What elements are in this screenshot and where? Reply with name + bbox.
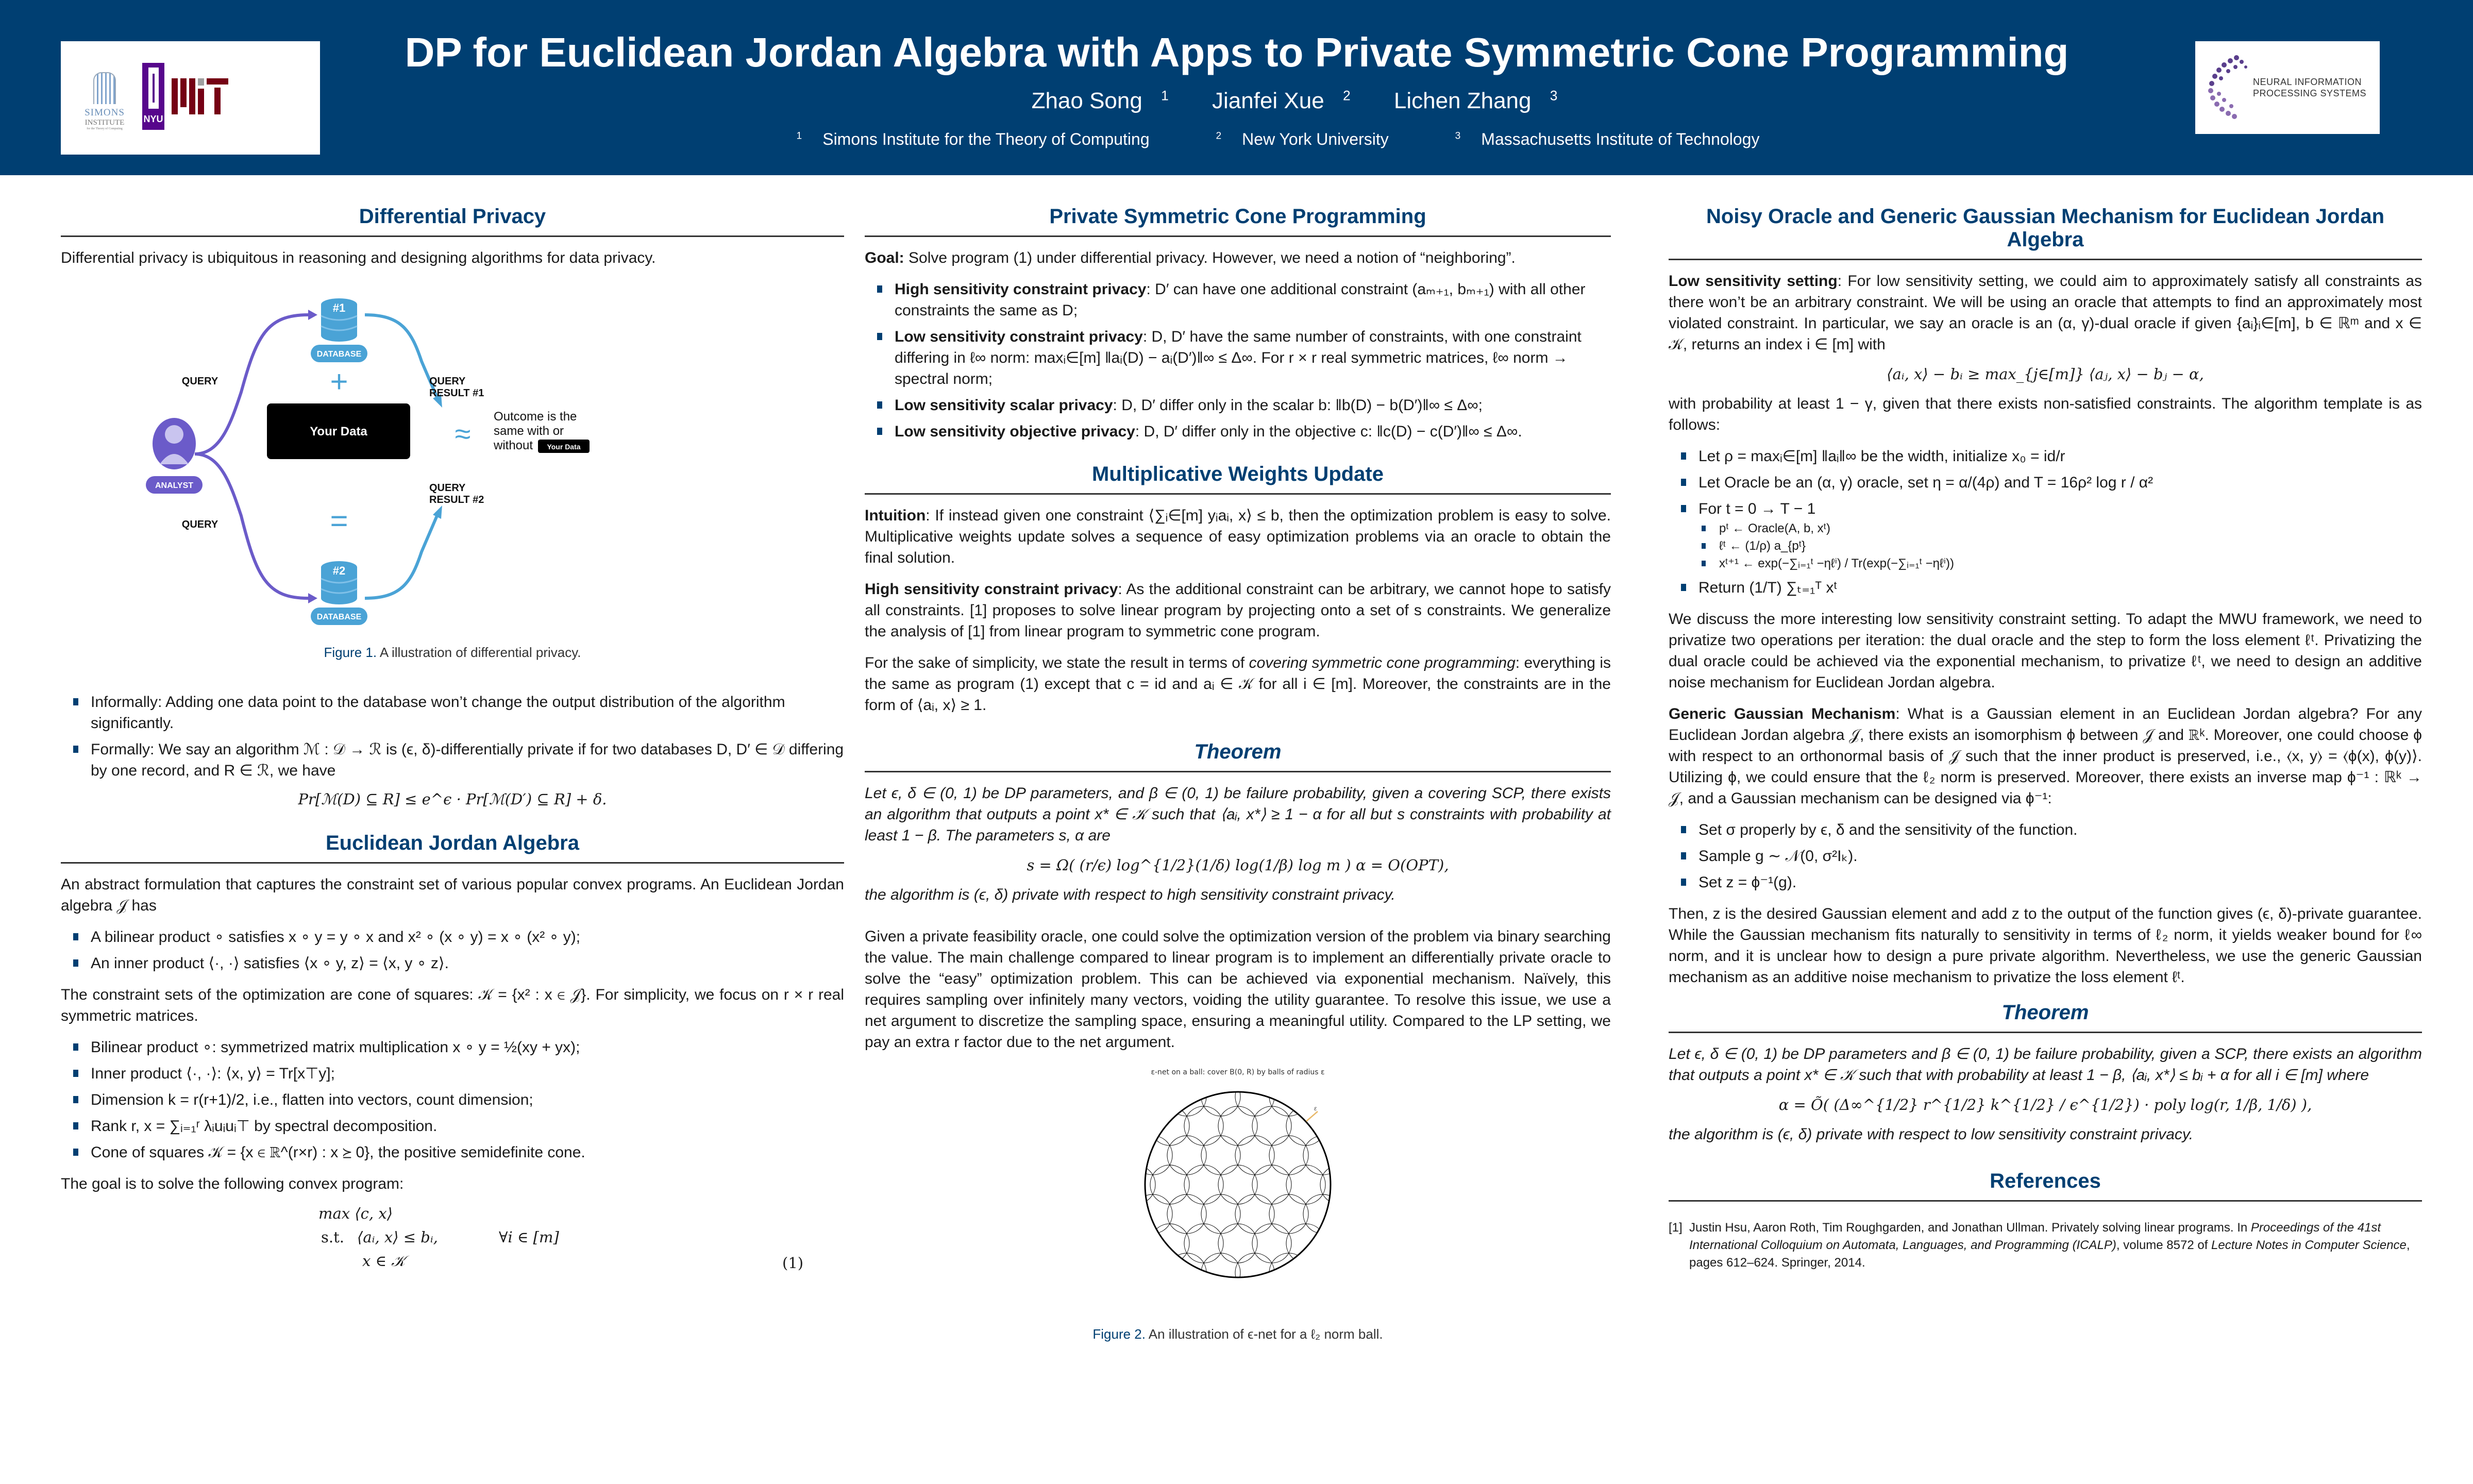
oracle-probability: with probability at least 1 − γ, given that there exists non-satisfied constraints. The algorithm template is as follows: — [1669, 395, 2422, 433]
list-item: Informally: Adding one data point to the database won’t change the output distribution of the algorithm significantly. — [91, 692, 844, 734]
list-item: Return (1/T) ∑ₜ₌₁ᵀ xᵗ — [1698, 577, 2422, 598]
simons-line2: INSTITUTE — [85, 119, 125, 127]
net-ball — [1184, 1165, 1223, 1204]
then-paragraph: Then, z is the desired Gaussian element and add z to the output of the function gives (ϵ, δ)-private guarantee. While the Gaussian mechanism fits naturally to sensitivity in terms of ℓ₂ norm, it yields weaker bound for ℓ∞ norm, and it is unclear how to design a pure private algorithm. Nevertheless, we use the generic Gaussian mechanism as an additive noise mechanism to privatize the loss element ℓᵗ. — [1669, 905, 2422, 986]
db2-label: #2 — [332, 564, 346, 577]
list-item: An inner product ⟨·, ·⟩ satisfies ⟨x ∘ y, z⟩ = ⟨x, y ∘ z⟩. — [91, 953, 844, 974]
db1-label: #1 — [332, 301, 346, 314]
list-item: A bilinear product ∘ satisfies x ∘ y = y ∘ x and x² ∘ (x ∘ y) = x ∘ (x² ∘ y); — [91, 926, 844, 948]
nyu-logo — [142, 63, 164, 130]
result-arrow-top — [365, 315, 437, 397]
dp-illustration-figure — [133, 289, 772, 639]
net-ball — [1167, 1253, 1206, 1292]
net-ball — [1201, 1136, 1240, 1175]
plus-sign: + — [330, 364, 348, 399]
arrow-head — [308, 593, 317, 603]
section-heading: Theorem — [1669, 998, 2422, 1033]
list-item: pᵗ ← Oracle(A, b, xᵗ) — [1719, 520, 2422, 537]
theorem-statement: Let ϵ, δ ∈ (0, 1) be DP parameters, and β ∈ (0, 1) be failure probability, given a covering SCP, there exists an algorithm that outputs a point x* ∈ 𝒦 such that ⟨aᵢ, x*⟩ ≥ 1 − α for all but s constraints with probability at least 1 − β. The parameters s, α are — [865, 785, 1611, 844]
author: Zhao Song $^1$ — [1031, 88, 1169, 113]
section-theorem-low — [1669, 998, 2422, 1145]
net-ball — [1184, 1224, 1223, 1263]
mwu-high-sensitivity: High sensitivity constraint privacy: As the additional constraint can be arbitrary, we cannot hope to satisfy all constraints. [1] proposes to solve linear program by projecting onto a set of s constraints. We generalize the analysis of [1] from linear program to symmetric cone program. — [865, 581, 1611, 640]
section-heading: Multiplicative Weights Update — [865, 448, 1611, 495]
program-st: s.t. — [321, 1228, 344, 1246]
author-list — [825, 88, 1752, 114]
net-ball — [1130, 1165, 1155, 1204]
net-ball — [1303, 1136, 1342, 1175]
nyu-text: NYU — [143, 114, 163, 124]
section-heading: Euclidean Jordan Algebra — [61, 817, 844, 864]
figure-1-caption: Figure 1. A illustration of differential privacy. — [324, 645, 581, 660]
list-item: Bilinear product ∘: symmetrized matrix multiplication x ∘ y = ½(xy + yx); — [91, 1037, 844, 1058]
section-theorem-high — [865, 726, 1611, 905]
neighboring-notions — [865, 279, 1611, 442]
affiliation: $^2$ New York University — [1216, 130, 1389, 148]
epsilon-net-figure — [1073, 1068, 1403, 1342]
simons-line3: for the Theory of Computing — [87, 127, 123, 130]
neurips-logo — [2195, 41, 2380, 134]
net-ball — [1167, 1194, 1206, 1234]
poster-title: DP for Euclidean Jordan Algebra with Apps to Private Symmetric Cone Programming — [405, 29, 2069, 75]
list-item: For t = 0 → T − 1 pᵗ ← Oracle(A, b, xᵗ) ℓᵗ ← (1/ρ) a_{pᵗ} xᵗ⁺¹ ← exp(−∑ᵢ₌₁ᵗ −ηℓⁱ) / Tr(exp(−∑ᵢ₌₁ᵗ −ηℓⁱ)) — [1698, 498, 2422, 572]
oracle-equation: ⟨aᵢ, x⟩ − bᵢ ≥ max_{j∈[m]} ⟨aⱼ, x⟩ − bⱼ − α, — [1887, 365, 2204, 383]
dp-intro: Differential privacy is ubiquitous in reasoning and designing algorithms for data privacy. — [61, 249, 656, 266]
eja-properties — [61, 926, 844, 974]
net-ball — [1269, 1194, 1308, 1234]
net-ball — [1235, 1194, 1274, 1234]
list-item: Let Oracle be an (α, γ) oracle, set η = α/(4ρ) and T = 16ρ² log r / α² — [1698, 472, 2422, 493]
section-differential-privacy — [61, 191, 844, 808]
column-middle — [865, 191, 1611, 1358]
convex-program — [61, 1205, 844, 1292]
your-data-badge-text: Your Data — [547, 443, 581, 451]
net-ball — [1133, 1136, 1172, 1175]
equals-sign: = — [330, 503, 348, 538]
your-data-label: Your Data — [310, 425, 367, 439]
low-sensitivity-setting: Low sensitivity setting: For low sensitivity setting, we could aim to approximately satisfy all constraints as there won’t be an arbitrary constraint. We will be using an oracle that attempts to find an approximately most violated constraint. In particular, we say an oracle is an (α, γ)-dual oracle if given {aᵢ}ᵢ∈[m], b ∈ ℝᵐ and x ∈ 𝒦, returns an index i ∈ [m] with — [1669, 273, 2422, 353]
analyst-avatar-icon — [153, 418, 196, 469]
figure-2-title: ε-net on a ball: cover B(0, R) by balls of radius ε — [1151, 1068, 1325, 1076]
pscp-goal: Goal: Solve program (1) under differential privacy. However, we need a notion of “neighboring”. — [865, 249, 1516, 266]
section-mwu — [865, 448, 1611, 716]
torch-icon — [148, 68, 159, 109]
net-ball — [1252, 1106, 1291, 1145]
net-ball — [1218, 1106, 1257, 1145]
affiliation-list — [618, 130, 1958, 149]
section-heading: Noisy Oracle and Generic Gaussian Mechanism for Euclidean Jordan Algebra — [1669, 191, 2422, 260]
outer-ball — [1145, 1092, 1331, 1277]
result1-label: QUERY — [429, 376, 466, 387]
eja-matrix-items — [61, 1037, 844, 1163]
list-item: ℓᵗ ← (1/ρ) a_{pᵗ} — [1719, 538, 2422, 554]
net-ball — [1184, 1106, 1223, 1145]
section-heading: Theorem — [865, 726, 1611, 772]
section-heading: References — [1669, 1155, 2422, 1202]
net-ball — [1252, 1165, 1291, 1204]
algorithm-template — [1669, 446, 2422, 598]
program-cone: x ∈ 𝒦 — [362, 1252, 406, 1270]
theorem-equation: α = Õ( (Δ∞^{1/2} r^{1/2} k^{1/2} / ϵ^{1/2}) · poly log(r, 1/β, 1/δ) ), — [1778, 1096, 2312, 1114]
net-ball — [1269, 1077, 1308, 1116]
net-ball — [1150, 1165, 1189, 1204]
analyst-label: ANALYST — [155, 481, 194, 490]
net-ball — [1218, 1224, 1257, 1263]
theorem-statement: Let ϵ, δ ∈ (0, 1) be DP parameters and β ∈ (0, 1) be failure probability, given a SCP, there exists an algorithm that outputs a point x* ∈ 𝒦 such that with probability at least 1 − β, ⟨aᵢ, x*⟩ ≤ bᵢ + α for all i ∈ [m] where — [1669, 1045, 2422, 1084]
dp-equation: Pr[ℳ(D) ⊆ R] ≤ e^ϵ · Pr[ℳ(D′) ⊆ R] + δ. — [298, 790, 607, 808]
net-ball — [1133, 1194, 1172, 1234]
affiliation: $^1$ Simons Institute for the Theory of Computing — [796, 130, 1150, 148]
list-item: Let ρ = maxᵢ∈[m] ‖aᵢ‖∞ be the width, initialize x₀ = id/r — [1698, 446, 2422, 467]
outcome-text: same with or — [494, 424, 564, 438]
epsilon-label: ε — [1314, 1105, 1317, 1112]
theorem-tail: the algorithm is (ϵ, δ) private with respect to high sensitivity constraint privacy. — [865, 886, 1395, 903]
approx-sign: ≈ — [455, 417, 471, 450]
list-item: Sample g ∼ 𝒩(0, σ²Iₖ). — [1698, 846, 2422, 867]
list-item: Cone of squares 𝒦 = {x ∈ ℝ^(r×r) : x ⪰ 0}, the positive semidefinite cone. — [91, 1142, 844, 1163]
net-ball — [1303, 1194, 1342, 1234]
figure-2-caption: Figure 2. An illustration of ϵ-net for a ℓ₂ norm ball. — [1092, 1326, 1383, 1342]
discussion-paragraph: We discuss the more interesting low sensitivity constraint setting. To adapt the MWU framework, we need to privatize two operations per iteration: the dual oracle and the step to form the loss element ℓᵗ. Privatizing the dual oracle could be achieved via the exponential mechanism, to privatize ℓᵗ, we need to design an additive noise mechanism for Euclidean Jordan algebra. — [1669, 611, 2422, 691]
reference-item: [1] Justin Hsu, Aaron Roth, Tim Roughgarden, and Jonathan Ullman. Privately solving linear programs. In Proceedings of the 41st International Colloquium on Automata, Languages, and Programming (ICALP), volume 8572 of Lecture Notes in Computer Science, pages 612–624. Springer, 2014. — [1669, 1221, 2410, 1270]
outcome-text: Outcome is the — [494, 410, 577, 424]
result1-label: RESULT #1 — [429, 387, 484, 399]
header-banner — [0, 0, 2473, 175]
result2-label: QUERY — [429, 482, 466, 494]
column-right — [1669, 191, 2422, 1272]
list-item: Rank r, x = ∑ᵢ₌₁ʳ λᵢuᵢuᵢ⊤ by spectral decomposition. — [91, 1116, 844, 1137]
simons-line1: SIMONS — [85, 107, 125, 118]
eja-intro: An abstract formulation that captures the constraint set of various popular convex programs. An Euclidean Jordan algebra 𝒥 has — [61, 876, 844, 914]
list-item: Set z = ϕ⁻¹(g). — [1698, 872, 2422, 893]
list-item: Formally: We say an algorithm ℳ : 𝒟 → ℛ is (ϵ, δ)-differentially private if for two databases D, D′ ∈ 𝒟 differing by one record, and R ∈ ℛ, we have — [91, 739, 844, 781]
list-item: xᵗ⁺¹ ← exp(−∑ᵢ₌₁ᵗ −ηℓⁱ) / Tr(exp(−∑ᵢ₌₁ᵗ −ηℓⁱ)) — [1719, 555, 2422, 572]
outcome-text: without — [494, 439, 533, 452]
mwu-covering: For the sake of simplicity, we state the result in terms of covering symmetric cone programming: everything is the same as program (1) except that c = id and aᵢ ∈ 𝒦 for all i ∈ [m]. Moreover, the constraints are in the form of ⟨aᵢ, x⟩ ≥ 1. — [865, 654, 1611, 714]
list-item: High sensitivity constraint privacy: D′ can have one additional constraint (aₘ₊₁, bₘ₊₁) with all other constraints the same as D; — [895, 279, 1611, 321]
net-ball — [1201, 1194, 1240, 1234]
theorem-tail: the algorithm is (ϵ, δ) private with respect to low sensitivity constraint privacy. — [1669, 1126, 2194, 1143]
program-objective: max ⟨c, x⟩ — [318, 1205, 393, 1222]
simons-pillars-icon — [93, 72, 116, 104]
generic-gaussian-paragraph: Generic Gaussian Mechanism: What is a Gaussian element in an Euclidean Jordan algebra? For any Euclidean Jordan algebra 𝒥, there exists an isomorphism ϕ between 𝒥 and ℝᵏ. Moreover, one could choose ϕ with respect to an orthonormal basis of 𝒥 such that the inner product is preserved, i.e., ⟨x, y⟩ = ⟨ϕ(x), ϕ(y)⟩. Utilizing ϕ, we could ensure that the ℓ₂ norm is preserved. Moreover, there exists an inverse map ϕ⁻¹ : ℝᵏ → 𝒥, and a Gaussian mechanism can be designed via ϕ⁻¹: — [1669, 705, 2422, 807]
equation-number: (1) — [782, 1254, 804, 1272]
column-left — [61, 191, 844, 1292]
neurips-dots-icon — [2206, 52, 2252, 124]
dp-bullets — [61, 692, 844, 781]
section-heading: Private Symmetric Cone Programming — [865, 191, 1611, 237]
list-item: Low sensitivity scalar privacy: D, D′ differ only in the scalar b: ‖b(D) − b(D′)‖∞ ≤ Δ∞; — [895, 395, 1611, 416]
list-item: Inner product ⟨·, ·⟩: ⟨x, y⟩ = Tr[x⊤y]; — [91, 1063, 844, 1084]
algorithm-loop — [1698, 520, 2422, 572]
program-constraint: ⟨aᵢ, x⟩ ≤ bᵢ, — [357, 1228, 438, 1246]
dp-diagram — [133, 289, 772, 639]
author: Jianfei Xue $^2$ — [1212, 88, 1351, 113]
list-item: Set σ properly by ϵ, δ and the sensitivity of the function. — [1698, 819, 2422, 840]
result-arrow-bottom — [365, 516, 437, 598]
section-private-scp — [865, 191, 1611, 442]
net-ball — [1252, 1224, 1291, 1263]
institution-logos — [61, 41, 320, 155]
net-ball — [1218, 1165, 1257, 1204]
mwu-intuition: Intuition: If instead given one constraint ⟨∑ᵢ∈[m] yᵢaᵢ, x⟩ ≤ b, then the optimization problem is easy to solve. Multiplicative weights update solves a sequence of easy optimization problems via an oracle to obtain the final solution. — [865, 507, 1611, 566]
database-badge-text: DATABASE — [316, 613, 362, 621]
section-heading: Differential Privacy — [61, 191, 844, 237]
eja-cone-text: The constraint sets of the optimization are cone of squares: 𝒦 = {x² : x ∈ 𝒥}. For simplicity, we focus on r × r real symmetric matrices. — [61, 986, 844, 1024]
mit-logo — [172, 78, 228, 114]
net-ball — [1320, 1165, 1346, 1204]
list-item: Low sensitivity constraint privacy: D, D′ have the same number of constraints, with one constraint differing in ℓ∞ norm: maxᵢ∈[m] ‖aᵢ(D) − aᵢ(D′)‖∞ ≤ Δ∞. For r × r real symmetric matrices, ℓ∞ norm → spectral norm; — [895, 326, 1611, 390]
net-ball — [1286, 1165, 1325, 1204]
section-euclidean-jordan-algebra — [61, 817, 844, 1292]
program-forall: ∀i ∈ [m] — [499, 1228, 559, 1246]
theorem-equation: s = Ω( (r/ϵ) log^{1/2}(1/δ) log(1/β) log m ) α = O(OPT), — [1027, 856, 1449, 874]
net-ball — [1269, 1253, 1308, 1292]
eja-goal: The goal is to solve the following convex program: — [61, 1175, 404, 1192]
epsilon-marker — [1306, 1111, 1318, 1121]
net-ball — [1167, 1077, 1206, 1116]
epsilon-net-plot — [1130, 1076, 1346, 1293]
list-item: Dimension k = r(r+1)/2, i.e., flatten into vectors, count dimension; — [91, 1089, 844, 1110]
list-item: Low sensitivity objective privacy: D, D′ differ only in the objective c: ‖c(D) − c(D′)‖∞ ≤ Δ∞. — [895, 421, 1611, 442]
section-noisy-oracle — [1669, 191, 2422, 988]
neurips-wordmark: NEURAL INFORMATION PROCESSING SYSTEMS — [2253, 77, 2367, 98]
query-label-top: QUERY — [181, 376, 218, 387]
feasibility-paragraph: Given a private feasibility oracle, one could solve the optimization version of the problem via binary searching the value. The main challenge compared to linear program is to implement an differentially private oracle to solve the “easy” optimization problem. This can be achieved via exponential mechanism. Naïvely, this requires sampling over infinitely many vectors, voiding the utility guarantee. To resolve this issue, we use a net argument to discretize the sampling space, ensuring a meaningful utility. Compared to the LP setting, we pay an extra r factor due to the net argument. — [865, 928, 1611, 1051]
net-ball — [1235, 1136, 1274, 1175]
simons-institute-logo — [76, 72, 133, 144]
net-ball — [1269, 1136, 1308, 1175]
arrow-head — [308, 310, 317, 320]
section-references — [1669, 1155, 2422, 1272]
author: Lichen Zhang $^3$ — [1393, 88, 1558, 113]
affiliation: $^3$ Massachusetts Institute of Technology — [1455, 130, 1760, 148]
net-ball — [1167, 1136, 1206, 1175]
result2-label: RESULT #2 — [429, 494, 484, 505]
database-badge-text: DATABASE — [316, 350, 362, 359]
query-label-bottom: QUERY — [181, 519, 218, 530]
gaussian-steps — [1669, 819, 2422, 893]
